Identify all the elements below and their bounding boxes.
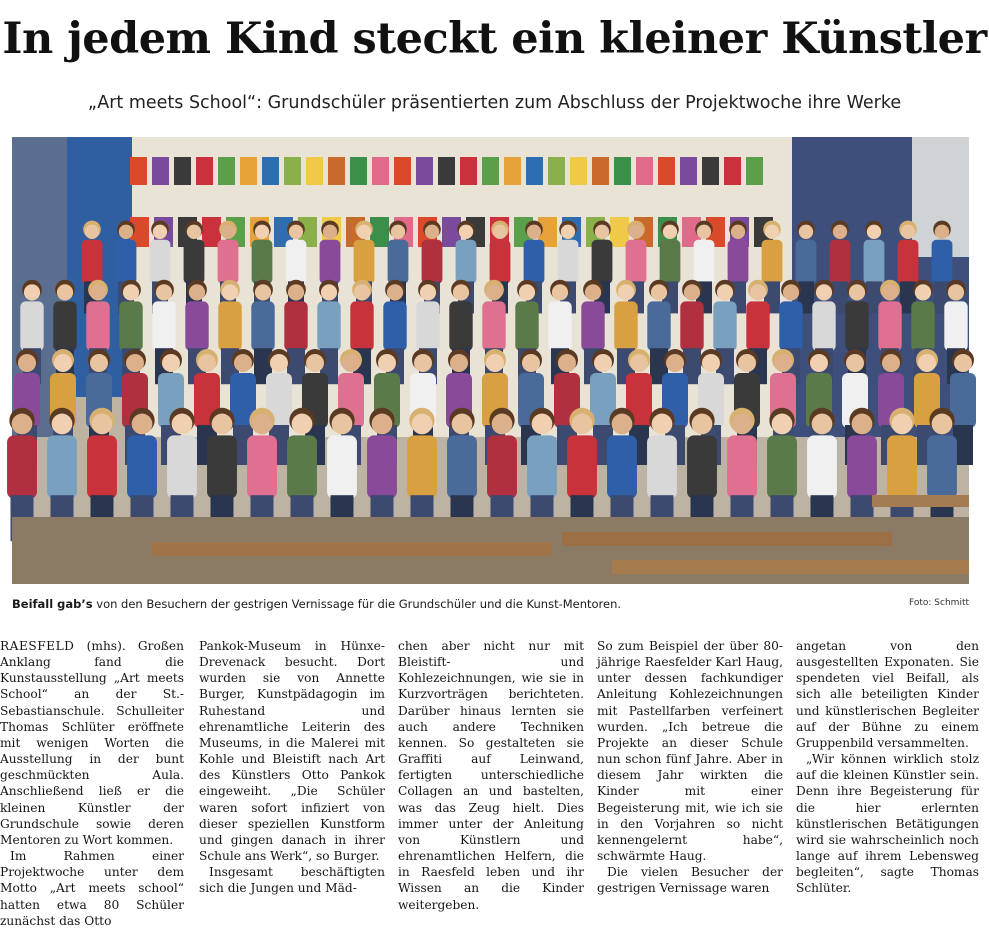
headline: In jedem Kind steckt ein kleiner Künstler [2,14,987,64]
article-column-5 [796,638,979,906]
paragraph: chen aber nicht nur mit Bleistift- und Kohlezeichnungen, wie sie in Kurzvorträgen berichteten. Darüber hinaus lernten sie auch andere Techniken kennen. So gestalteten sie Graffiti auf Leinwand, fertigten unterschiedliche Collagen an und bastelten, was das Zeug hielt. Dies immer unter der Anleitung von Künstlern und ehrenamtlichen Helfern, die in Raesfeld leben und ihr Wissen an die Kinder weitergeben. [398,639,584,912]
caption-text: von den Besuchern der gestrigen Vernissage für die Grundschüler und die Kunst-Mentoren. [92,597,622,611]
paragraph: Im Rahmen einer Projektwoche unter dem Motto „Art meets school“ hatten etwa 80 Schüler zunächst das Otto [0,849,184,928]
article-column-1 [0,638,184,928]
paragraph: Pankok-Museum in Hünxe-Drevenack besucht. Dort wurden sie von Annette Burger, Kunstpädagogin im Ruhestand und ehrenamtliche Leiterin des Museums, in die Malerei mit Kohle und Bleistift nach Art des Künstlers Otto Pankok eingeweiht. „Die Schüler waren sofort infiziert von dieser speziellen Kunstform und gingen danach in ihrer Schule ans Werk“, so Burger. [199,639,385,864]
photo-credit: Foto: Schmitt [909,598,969,608]
paragraph: „Wir können wirklich stolz auf die kleinen Künstler sein. Denn ihre Begeisterung für die hier erlernten künstlerischen Betätigungen wird sie wahrscheinlich noch lange auf ihrem Lebensweg begleiten“, sagte Thomas Schlüter. [796,752,979,896]
article-column-4 [597,638,783,906]
paragraph: angetan von den ausgestellten Exponaten. Sie spendeten viel Beifall, als sich alle beteiligten Kinder und künstlerischen Begleiter auf der Bühne zu einem Gruppenbild versammelten. [796,639,979,750]
caption-lead: Beifall gab’s [12,597,93,611]
article-column-3 [398,638,584,912]
paragraph: Die vielen Besucher der gestrigen Vernissage waren [597,865,783,896]
article-column-2 [199,638,385,906]
paragraph [0,638,184,848]
paragraph: Insgesamt beschäftigten sich die Jungen und Mäd- [199,865,385,896]
subheadline: „Art meets School“: Grundschüler präsentierten zum Abschluss der Projektwoche ihre Werke [87,93,902,113]
photo-caption [12,597,969,615]
group-photo [12,137,969,584]
dateline: RAESFELD [0,639,75,653]
paragraph-text: (mhs). Großen Anklang fand die Kunstausstellung „Art meets School“ an der St.-Sebastianschule. Schulleiter Thomas Schlüter eröffnete mit wenigen Worten die Ausstellung in der bunt geschmückten Aula. Anschließend ließ er die kleinen Künstler der Grundschule sowie deren Mentoren zu Wort kommen. [0,639,184,847]
paragraph: So zum Beispiel der über 80-jährige Raesfelder Karl Haug, unter dessen fachkundiger Anleitung Kohlezeichnungen mit Pastellfarben verfeinert wurden. „Ich betreue die Projekte an dieser Schule nun schon fünf Jahre. Aber in diesem Jahr wirkten die Kinder mit einer Begeisterung mit, wie ich sie in den Vorjahren so nicht kennengelernt habe“, schwärmte Haug. [597,639,783,864]
